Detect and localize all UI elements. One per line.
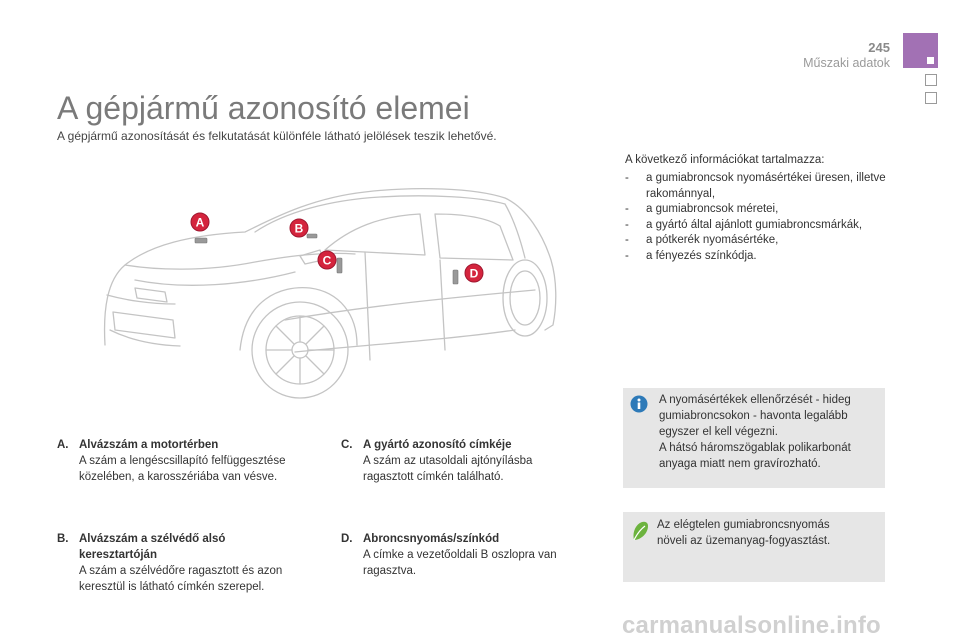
item-letter: D. [341,533,353,545]
callout-d-label: D [469,266,479,281]
watermark: carmanualsonline.info [622,612,881,639]
item-line: A szám a szélvédőre ragasztott és azon [79,565,283,577]
item-letter: B. [57,533,69,545]
list-item: - a gyártó által ajánlott gumiabroncsmárkák, [625,218,895,234]
item-heading: A gyártó azonosító címkéje [363,439,512,451]
item-line: keresztül is látható címkén szerepel. [79,581,265,593]
info-list [625,171,895,265]
callout-b-label: B [294,221,304,236]
item-line: ragasztott címkén található. [363,471,504,483]
note-line: gumiabroncsokon - havonta legalább [659,410,848,422]
note-line: A nyomásértékek ellenőrzését - hideg [659,394,851,406]
page-number: 245 [868,40,890,55]
note-line: növeli az üzemanyag-fogyasztást. [657,535,831,547]
info-icon [630,395,648,413]
page-title: A gépjármű azonosító elemei [57,90,470,126]
info-intro: A következő információkat tartalmazza: [625,154,825,166]
callout-c-label: C [322,253,332,268]
tab-marker [927,57,934,64]
section-tab-active[interactable] [903,33,938,68]
note-line: Az elégtelen gumiabroncsnyomás [657,519,830,531]
item-line: A szám a lengéscsillapító felfüggesztése [79,455,286,467]
item-heading: keresztartóján [79,549,157,561]
page-subtitle: A gépjármű azonosítását és felkutatását különféle látható jelölések teszik lehetővé. [57,129,497,143]
callout-b-marker [289,218,309,238]
item-heading: Alvázszám a motortérben [79,439,219,451]
item-line: A címke a vezetőoldali B oszlopra van [363,549,557,561]
item-heading: Abroncsnyomás/színkód [363,533,500,545]
item-line: ragasztva. [363,565,417,577]
note-line: A hátsó háromszögablak polikarbonát [659,442,851,454]
list-item: - a gumiabroncsok nyomásértékei üresen, illetve rakománnyal, [625,171,895,202]
note-line: egyszer el kell végezni. [659,426,778,438]
item-letter: A. [57,439,69,451]
list-item: - a fényezés színkódja. [625,249,895,265]
section-tab[interactable] [925,74,937,86]
eco-note [623,512,885,582]
callout-a-label: A [195,215,205,230]
info-note [623,388,885,488]
callout-c-marker [317,250,337,270]
eco-note-text [657,517,881,549]
info-note-text [659,392,881,472]
list-item: - a pótkerék nyomásértéke, [625,233,895,249]
leaf-icon [630,520,650,542]
item-heading: Alvázszám a szélvédő alsó [79,533,226,545]
section-tab[interactable] [925,92,937,104]
car-illustration [95,180,570,410]
callout-d-marker [464,263,484,283]
item-letter: C. [341,439,353,451]
item-line: közelében, a karosszériába van vésve. [79,471,278,483]
item-line: A szám az utasoldali ajtónyílásba [363,455,533,467]
section-name: Műszaki adatok [803,56,890,70]
note-line: anyaga miatt nem gravírozható. [659,458,821,470]
callout-a-marker [190,212,210,232]
list-item: - a gumiabroncsok méretei, [625,202,895,218]
